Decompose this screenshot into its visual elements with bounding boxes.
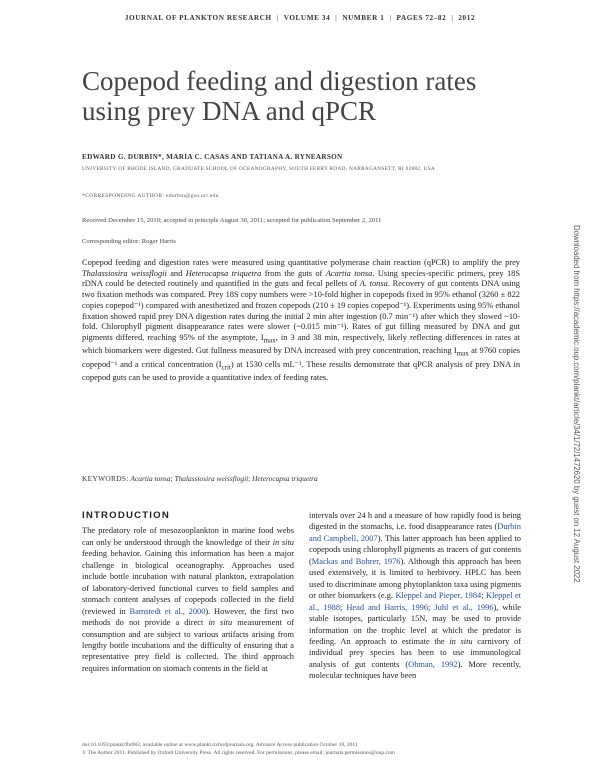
body-text: carnivory of individual prey species has been to use immunological analysis of gut contents ( <box>309 636 521 669</box>
body-text: ). However, the first two methods do not provide a direct <box>82 606 294 628</box>
body-text: ), while stable isotopes, particularly 15N, may be used to provide information on the trophic level at which the predator is feeding. An approach to estimate the <box>309 602 521 646</box>
keywords-label: KEYWORDS: <box>82 474 129 483</box>
citation-link[interactable]: Durbin and Campbell, 2007 <box>309 522 521 543</box>
page-footer <box>82 741 520 757</box>
keywords: KEYWORDS: Acartia tonsa; Thalassiosira weissflogii; Heterocapsa triquetra <box>82 474 318 483</box>
keyword: Heterocapsa triquetra <box>252 474 318 483</box>
introduction-paragraph <box>82 525 294 674</box>
body-text: ). More recently, molecular techniques have been <box>309 659 522 681</box>
abstract-text: . Using species-specific primers, prey 18S rDNA could be detected routinely and quantified in the guts and fecal pellets of <box>82 268 520 289</box>
issue-number: NUMBER 1 <box>342 14 385 22</box>
citation-link[interactable]: Kleppel et al., 1988 <box>309 591 521 612</box>
article-title: Copepod feeding and digestion rates using prey DNA and qPCR <box>82 66 477 126</box>
abstract-text: . Recovery of gut contents DNA using two fixation methods was compared. Prey 18S copy numbers were >10-fold higher in copepods fixed in 95% ethanol (3260 ± 822 copies copepod⁻¹) compared with anesthetized and frozen copepods (210 ± 19 copies copepod⁻¹). Experiments using 95% ethanol fixation showed rapid prey DNA digestion rates during the initial 2 min after ingestion (0.7 min⁻¹) after which they slowed ~10-fold. Chlorophyll pigment disappearance rates were slower (~0.015 min⁻¹). Rates of gut filling measured by DNA and gut pigments differed, reaching 95% of the asymptote, I <box>82 279 520 342</box>
section-heading-introduction: INTRODUCTION <box>82 510 170 521</box>
species-name: Thalassiosira weissflogii <box>82 268 167 278</box>
species-name: A. tonsa <box>359 279 388 289</box>
download-watermark <box>572 225 584 645</box>
left-column <box>82 510 294 674</box>
subscript: max <box>263 336 276 345</box>
introduction-paragraph-continued <box>309 510 521 682</box>
italic-term: in situ <box>208 618 233 628</box>
body-text: feeding behavior. Gaining this information has been a major challenge in biological oceanography. Approaches used include bottle incubation with natural plankton, extrapolation of laboratory-derived functional curves to field samples and stomach content analyses of copepods collected in the field (reviewed in <box>82 549 294 616</box>
abstract-text: at 9760 copies copepod⁻¹ and a critical concentration (I <box>82 346 520 369</box>
body-text: ). Although this approach has been used extensively, it is limited to herbivory. HPLC has been used to discriminate among phytoplankton taxa using pigments or other biomarkers (e.g. <box>309 556 521 601</box>
abstract-text: , in 3 and 38 min, respectively, likely reflecting differences in rates at which biomarkers were digested. Gut fullness measured by DNA increased with prey concentration, reaching I <box>82 332 520 356</box>
body-text: ; <box>428 602 435 612</box>
copyright-line: © The Author 2011. Published by Oxford University Press. All rights reserved. For permissions, please email: journals.permissions@oup.com <box>82 750 395 756</box>
body-text: ). This latter approach has been applied to copepods using chlorophyll pigments as tracers of gut contents ( <box>309 533 521 566</box>
citation-link[interactable]: Head and Harris, 1996 <box>346 602 429 612</box>
running-header: JOURNAL OF PLANKTON RESEARCH | VOLUME 34 | NUMBER 1 | PAGES 72–82 | 2012 <box>124 14 476 22</box>
volume: VOLUME 34 <box>283 14 331 22</box>
journal-name: JOURNAL OF PLANKTON RESEARCH <box>124 14 272 22</box>
body-text: ; <box>481 591 487 601</box>
body-text: measurement of consumption and are subject to various artifacts arising from lengthy bottle incubations and the difficulty of ensuring that a representative prey field is collected. The third approach requires information on stomach contents in the field at <box>82 618 294 673</box>
abstract-text: Copepod feeding and digestion rates were measured using quantitative polymerase chain reaction (qPCR) to amplify the prey <box>82 258 520 267</box>
corresponding-editor: Corresponding editor: Roger Harris <box>82 238 176 245</box>
doi-line: doi:10.1093/plankt/fbr082, available online at www.plankt.oxfordjournals.org. Advance Access publication October 18, 2011 <box>82 742 358 748</box>
citation-link[interactable]: Mackas and Bohrer, 1976 <box>311 556 401 566</box>
affiliation: UNIVERSITY OF RHODE ISLAND, GRADUATE SCHOOL OF OCEANOGRAPHY, SOUTH FERRY ROAD, NARRAGANSETT, RI 02882, USA <box>82 166 436 172</box>
subscript: crit <box>221 363 231 372</box>
year: 2012 <box>458 14 476 22</box>
species-name: Acartia tonsa <box>325 268 373 278</box>
abstract <box>82 258 520 384</box>
subscript: max <box>456 349 469 358</box>
italic-term: in situ <box>449 636 473 646</box>
abstract-text: ) at 1530 cells mL⁻¹. These results demonstrate that qPCR analysis of prey DNA in copepod guts can be used to provide a quantitative index of feeding rates. <box>82 359 521 383</box>
citation-link[interactable]: Bamstedt et al., 2000 <box>129 606 206 616</box>
citation-link[interactable]: Kleppel and Pieper, 1984 <box>395 591 482 601</box>
body-text: The predatory role of mesozooplankton in marine food webs can only be understood through the knowledge of their <box>82 526 294 547</box>
download-note-text: Downloaded from https://academic.oup.com/plankt/article/34/1/72/1472620 by guest on 12 August 2022 <box>572 225 581 583</box>
body-text: ; <box>340 602 347 612</box>
keyword: Thalassiosira weissflogii <box>174 474 249 483</box>
body-text: intervals over 24 h and a measure of how rapidly food is being digested in the stomachs, i.e. food disappearance rates ( <box>309 511 521 532</box>
citation-link[interactable]: Juhl et al., 1996 <box>434 602 494 612</box>
citation-link[interactable]: Ohman, 1992 <box>408 659 458 669</box>
species-name: Heterocapsa triquetra <box>185 268 262 278</box>
abstract-text: and <box>166 268 186 278</box>
author-list: EDWARD G. DURBIN*, MARIA C. CASAS AND TATIANA A. RYNEARSON <box>82 153 343 161</box>
right-column <box>309 510 521 682</box>
keyword: Acartia tonsa <box>130 474 171 483</box>
italic-term: in situ <box>272 537 294 547</box>
received-dates: Received December 15, 2010; accepted in principle August 30, 2011; accepted for publication September 2, 2011 <box>82 217 382 224</box>
corresponding-author: *CORRESPONDING AUTHOR: edurbin@gso.uri.edu <box>82 193 219 199</box>
abstract-text: from the guts of <box>261 268 326 278</box>
page-range: PAGES 72–82 <box>396 14 447 22</box>
